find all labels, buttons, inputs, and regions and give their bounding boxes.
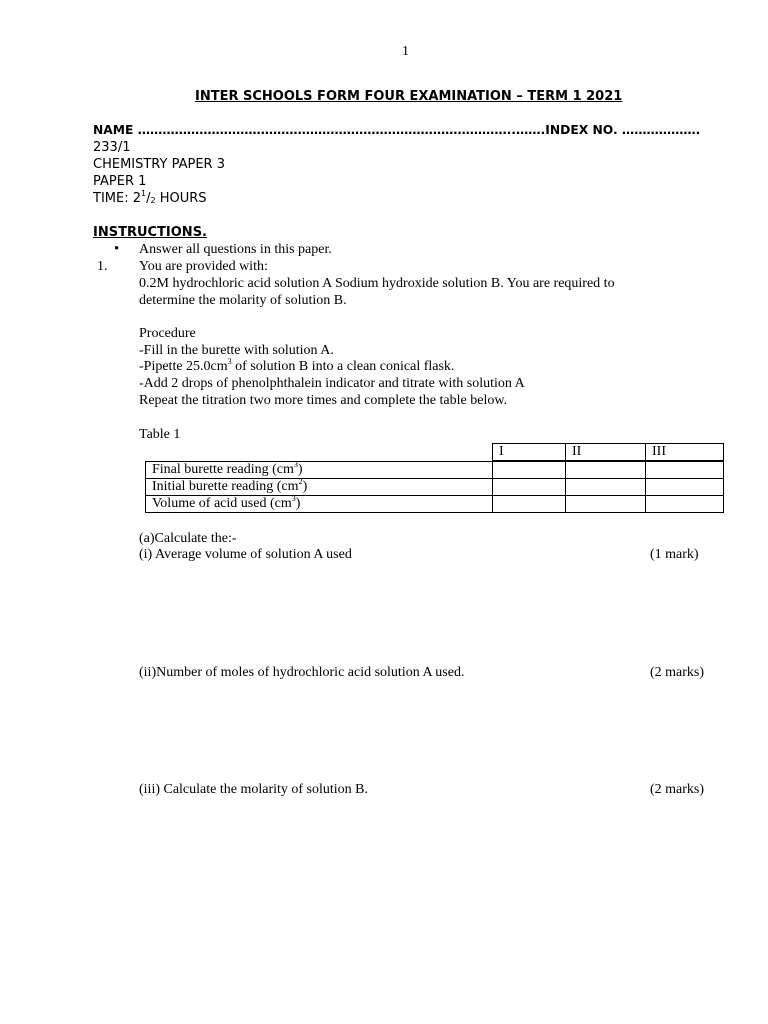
- row-label: [146, 496, 493, 513]
- marks-label: (2 marks): [650, 665, 705, 680]
- bullet-icon: •: [114, 241, 120, 257]
- marks-label: (2 marks): [650, 782, 705, 797]
- question-i: (i) Average volume of solution A used: [139, 547, 352, 562]
- time-suffix: HOURS: [155, 191, 207, 206]
- table-caption: Table 1: [139, 427, 181, 442]
- paper-line: PAPER 1: [93, 174, 147, 189]
- row-label: [146, 479, 493, 496]
- column-header: II: [566, 444, 646, 461]
- procedure-step: -Add 2 drops of phenolphthalein indicator and titrate with solution A: [139, 376, 525, 391]
- exam-title: INTER SCHOOLS FORM FOUR EXAMINATION – TERM 1 2021: [195, 89, 623, 104]
- row-label-text: ): [297, 462, 303, 477]
- step-text: -Pipette 25.0cm: [139, 359, 228, 374]
- time-fraction-numerator: 1: [141, 189, 147, 198]
- question-number: 1.: [97, 259, 108, 274]
- time-prefix: TIME: 2: [93, 191, 141, 206]
- table-cell[interactable]: [566, 496, 646, 513]
- unit-superscript: 3: [291, 494, 296, 503]
- procedure-step: Repeat the titration two more times and complete the table below.: [139, 393, 508, 408]
- table-cell[interactable]: [646, 462, 724, 479]
- q1-line-2: determine the molarity of solution B.: [139, 293, 347, 308]
- row-label-text: Volume of acid used (cm: [152, 496, 292, 511]
- table-cell[interactable]: [493, 462, 566, 479]
- table-cell[interactable]: [493, 479, 566, 496]
- unit-superscript: 3: [227, 357, 232, 366]
- time-line: [93, 191, 207, 206]
- question-ii: (ii)Number of moles of hydrochloric acid solution A used.: [139, 665, 465, 680]
- row-label: [146, 462, 493, 479]
- table-row: [146, 496, 724, 513]
- table-cell[interactable]: [566, 462, 646, 479]
- column-header: I: [493, 444, 566, 461]
- table-cell[interactable]: [646, 479, 724, 496]
- step-text: of solution B into a clean conical flask.: [231, 359, 455, 374]
- paper-code: 233/1: [93, 140, 131, 155]
- marks-label: (1 mark): [650, 547, 699, 562]
- name-index-line: NAME ………………………………………………………………………………..…….INDEX NO. ……………….: [93, 123, 701, 137]
- row-label-text: ): [302, 479, 308, 494]
- time-fraction-slash: /: [146, 191, 151, 206]
- unit-superscript: 3: [293, 460, 298, 469]
- procedure-step: [139, 359, 454, 375]
- q1-line-1: 0.2M hydrochloric acid solution A Sodium hydroxide solution B. You are required to: [139, 276, 615, 291]
- table-row: [146, 462, 724, 479]
- row-label-text: Final burette reading (cm: [152, 462, 294, 477]
- table-row: [146, 479, 724, 496]
- time-fraction-denominator: 2: [150, 196, 156, 205]
- q1-provided: You are provided with:: [139, 259, 268, 274]
- row-label-text: Initial burette reading (cm: [152, 479, 299, 494]
- instructions-heading: INSTRUCTIONS.: [93, 225, 207, 240]
- page-number: 1: [402, 44, 409, 59]
- instruction-item: Answer all questions in this paper.: [139, 242, 332, 257]
- results-table: [145, 461, 724, 513]
- table-cell[interactable]: [646, 496, 724, 513]
- subject-line: CHEMISTRY PAPER 3: [93, 157, 225, 172]
- unit-superscript: 2: [298, 477, 303, 486]
- procedure-step: -Fill in the burette with solution A.: [139, 343, 334, 358]
- table-cell[interactable]: [566, 479, 646, 496]
- question-iii: (iii) Calculate the molarity of solution B.: [139, 782, 369, 797]
- part-a-heading: (a)Calculate the:-: [139, 531, 237, 546]
- column-header: III: [646, 444, 724, 461]
- results-table-header: [492, 443, 724, 461]
- row-label-text: ): [295, 496, 301, 511]
- table-cell[interactable]: [493, 496, 566, 513]
- procedure-heading: Procedure: [139, 326, 196, 341]
- table-header-row: [493, 444, 724, 461]
